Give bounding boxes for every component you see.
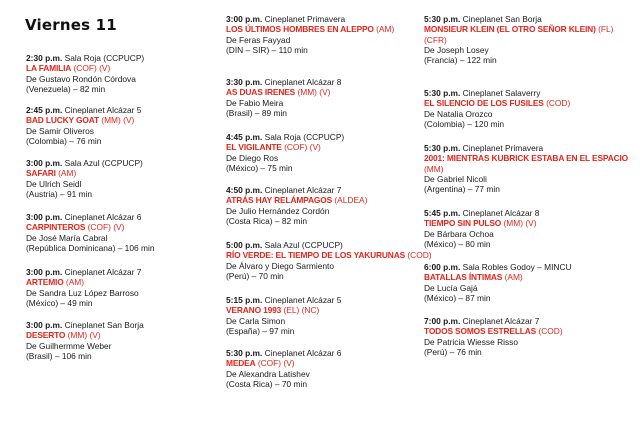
screening-entry [226, 77, 406, 118]
film-info: (Perú) – 70 min [226, 270, 284, 281]
screening-entry [424, 262, 624, 303]
film-title: ATRÁS HAY RELÁMPAGOS [226, 195, 333, 206]
film-tags: (COF) (V) [73, 63, 111, 74]
film-director: De Alexandra Latishev [226, 368, 310, 379]
screening-entry [26, 158, 216, 199]
film-tags: (COF) (V) [284, 142, 321, 153]
screening-venue: Sala Robles Godoy – MINCU [462, 262, 572, 272]
day-title: Viernes 11 [25, 16, 117, 34]
film-tags: (MM) (V) [101, 115, 135, 126]
film-title: AS DUAS IRENES [226, 87, 296, 98]
screening-time: 2:30 p.m. [26, 53, 63, 63]
screening-entry [226, 240, 432, 281]
film-info: (España) – 97 min [226, 325, 295, 336]
film-title: TIEMPO SIN PULSO [424, 218, 502, 229]
screening-venue: Cineplanet Salaverry [462, 88, 541, 98]
screening-venue: Cineplanet Alcázar 7 [264, 185, 342, 195]
screening-entry [424, 88, 624, 129]
screening-time: 2:45 p.m. [26, 105, 63, 115]
screening-venue: Cineplanet Alcázar 8 [462, 208, 540, 218]
film-info: (Colombia) – 120 min [424, 118, 505, 129]
film-title: ARTEMIO [26, 277, 64, 288]
screening-time: 5:30 p.m. [226, 348, 263, 358]
screening-venue: Cineplanet Alcázar 6 [64, 212, 142, 222]
screening-venue: Cineplanet San Borja [64, 320, 144, 330]
screening-entry [226, 295, 406, 336]
screening-entry [424, 316, 624, 357]
film-info: (Argentina) – 77 min [424, 184, 500, 195]
film-tags: (MM) (V) [503, 218, 537, 229]
film-director: De Joseph Losey [424, 44, 489, 55]
screening-time: 5:00 p.m. [226, 240, 263, 250]
screening-venue: Cineplanet Alcázar 5 [264, 295, 342, 305]
film-title: EL VIGILANTE [226, 142, 282, 153]
screening-entry [424, 208, 624, 249]
film-tags: (AM) [65, 277, 85, 288]
film-director: De Natalia Orozco [424, 108, 493, 119]
screening-entry [26, 53, 216, 94]
screening-time: 4:45 p.m. [226, 132, 263, 142]
screening-entry [26, 320, 216, 361]
screening-time: 3:00 p.m. [26, 267, 63, 277]
screening-venue: Cineplanet Alcázar 6 [264, 348, 342, 358]
film-info: (México) – 75 min [226, 162, 293, 173]
film-director: De José María Cabral [26, 232, 108, 243]
film-title: MONSIEUR KLEIN (EL OTRO SEÑOR KLEIN) [424, 24, 596, 35]
film-director: De Samir Oliveros [26, 125, 94, 136]
film-tags-continued: (CFR) [424, 34, 447, 45]
film-tags: (MM) (V) [67, 330, 101, 341]
screening-entry [226, 132, 406, 173]
screening-time: 5:15 p.m. [226, 295, 263, 305]
screening-time: 3:00 p.m. [26, 320, 63, 330]
film-director: De Bárbara Ochoa [424, 228, 494, 239]
screening-entry [226, 14, 406, 55]
film-tags: (COD) [546, 98, 571, 109]
screening-time: 5:30 p.m. [424, 143, 461, 153]
film-title: CARPINTEROS [26, 222, 86, 233]
film-info: (Francia) – 122 min [424, 55, 497, 66]
film-tags: (COF) (V) [257, 358, 295, 369]
film-title: SAFARI [26, 168, 56, 179]
film-info: (República Dominicana) – 106 min [26, 242, 155, 253]
screening-time: 3:00 p.m. [26, 212, 63, 222]
film-title: VERANO 1993 [226, 305, 282, 316]
screening-venue: Cineplanet Alcázar 7 [64, 267, 142, 277]
film-tags: (AM) [504, 272, 523, 283]
film-title: 2001: MIENTRAS KUBRICK ESTABA EN EL ESPACIO [424, 153, 629, 164]
screening-entry [26, 267, 216, 308]
screening-entry [424, 14, 624, 65]
film-title: LA FAMILIA [26, 63, 72, 74]
film-title: LOS ÚLTIMOS HOMBRES EN ALEPPO [226, 24, 374, 35]
screening-entry [26, 212, 216, 253]
film-director: De Gabriel Nicoli [424, 173, 487, 184]
film-tags: (EL) (NC) [283, 305, 320, 316]
screening-venue: Cineplanet Primavera [264, 14, 346, 24]
film-info: (Costa Rica) – 70 min [226, 378, 307, 389]
film-info: (México) – 80 min [424, 238, 491, 249]
film-tags: (FL) [598, 24, 614, 35]
film-director: De Lucía Gajá [424, 282, 478, 293]
film-director: De Ulrich Seidl [26, 178, 82, 189]
film-director: De Gustavo Rondón Córdova [26, 73, 136, 84]
film-tags: (COD) [538, 326, 563, 337]
film-director: De Julio Hernández Cordón [226, 205, 330, 216]
film-info: (DIN – SIR) – 110 min [226, 44, 308, 55]
film-info: (Costa Rica) – 82 min [226, 215, 307, 226]
screening-venue: Sala Roja (CCPUCP) [64, 53, 145, 63]
screening-venue: Cineplanet Alcázar 5 [64, 105, 142, 115]
screening-venue: Sala Roja (CCPUCP) [264, 132, 345, 142]
screening-time: 6:00 p.m. [424, 262, 461, 272]
film-director: De Guilhermme Weber [26, 340, 112, 351]
screening-venue: Sala Azul (CCPUCP) [64, 158, 143, 168]
screening-venue: Sala Azul (CCPUCP) [264, 240, 343, 250]
film-title: BAD LUCKY GOAT [26, 115, 99, 126]
screening-time: 5:30 p.m. [424, 14, 461, 24]
film-info: (Austria) – 91 min [26, 188, 93, 199]
film-director: De Diego Ros [226, 152, 279, 163]
screening-time: 3:00 p.m. [226, 14, 263, 24]
film-title: DESERTO [26, 330, 66, 341]
film-title: BATALLAS ÍNTIMAS [424, 272, 503, 283]
film-tags: (AM) [376, 24, 395, 35]
screening-venue: Cineplanet San Borja [462, 14, 542, 24]
film-title: TODOS SOMOS ESTRELLAS [424, 326, 537, 337]
film-tags-continued: (MM) [424, 163, 444, 174]
screening-time: 3:30 p.m. [226, 77, 263, 87]
film-info: (Brasil) – 106 min [26, 350, 92, 361]
screening-venue: Cineplanet Alcázar 8 [264, 77, 342, 87]
screening-time: 5:30 p.m. [424, 88, 461, 98]
screening-entry [26, 105, 216, 146]
film-director: De Carla Simon [226, 315, 286, 326]
film-info: (México) – 87 min [424, 292, 491, 303]
film-director: De Patricia Wiesse Risso [424, 336, 519, 347]
film-title: MEDEA [226, 358, 256, 369]
film-director: De Fabio Meira [226, 97, 284, 108]
screening-time: 7:00 p.m. [424, 316, 461, 326]
film-tags: (AM) [58, 168, 77, 179]
film-info: (Brasil) – 89 min [226, 107, 287, 118]
screening-venue: Cineplanet Primavera [462, 143, 544, 153]
film-info: (Perú) – 76 min [424, 346, 482, 357]
screening-time: 3:00 p.m. [26, 158, 63, 168]
screening-entry [226, 185, 406, 226]
film-director: De Feras Fayyad [226, 34, 291, 45]
film-director: De Álvaro y Diego Sarmiento [226, 260, 334, 271]
film-title: RÍO VERDE: EL TIEMPO DE LOS YAKURUNAS [226, 250, 406, 261]
screening-time: 4:50 p.m. [226, 185, 263, 195]
film-info: (México) – 49 min [26, 297, 93, 308]
screening-venue: Cineplanet Alcázar 7 [462, 316, 540, 326]
film-tags: (ALDEA) [334, 195, 368, 206]
screening-time: 5:45 p.m. [424, 208, 461, 218]
screening-entry [226, 348, 406, 389]
film-tags: (MM) (V) [297, 87, 331, 98]
film-director: De Sandra Luz López Barroso [26, 287, 139, 298]
film-tags: (COF) (V) [87, 222, 125, 233]
film-title: EL SILENCIO DE LOS FUSILES [424, 98, 544, 109]
film-tags: (COD) [407, 250, 432, 261]
screening-entry [424, 143, 629, 195]
film-info: (Colombia) – 76 min [26, 135, 102, 146]
film-info: (Venezuela) – 82 min [26, 83, 106, 94]
